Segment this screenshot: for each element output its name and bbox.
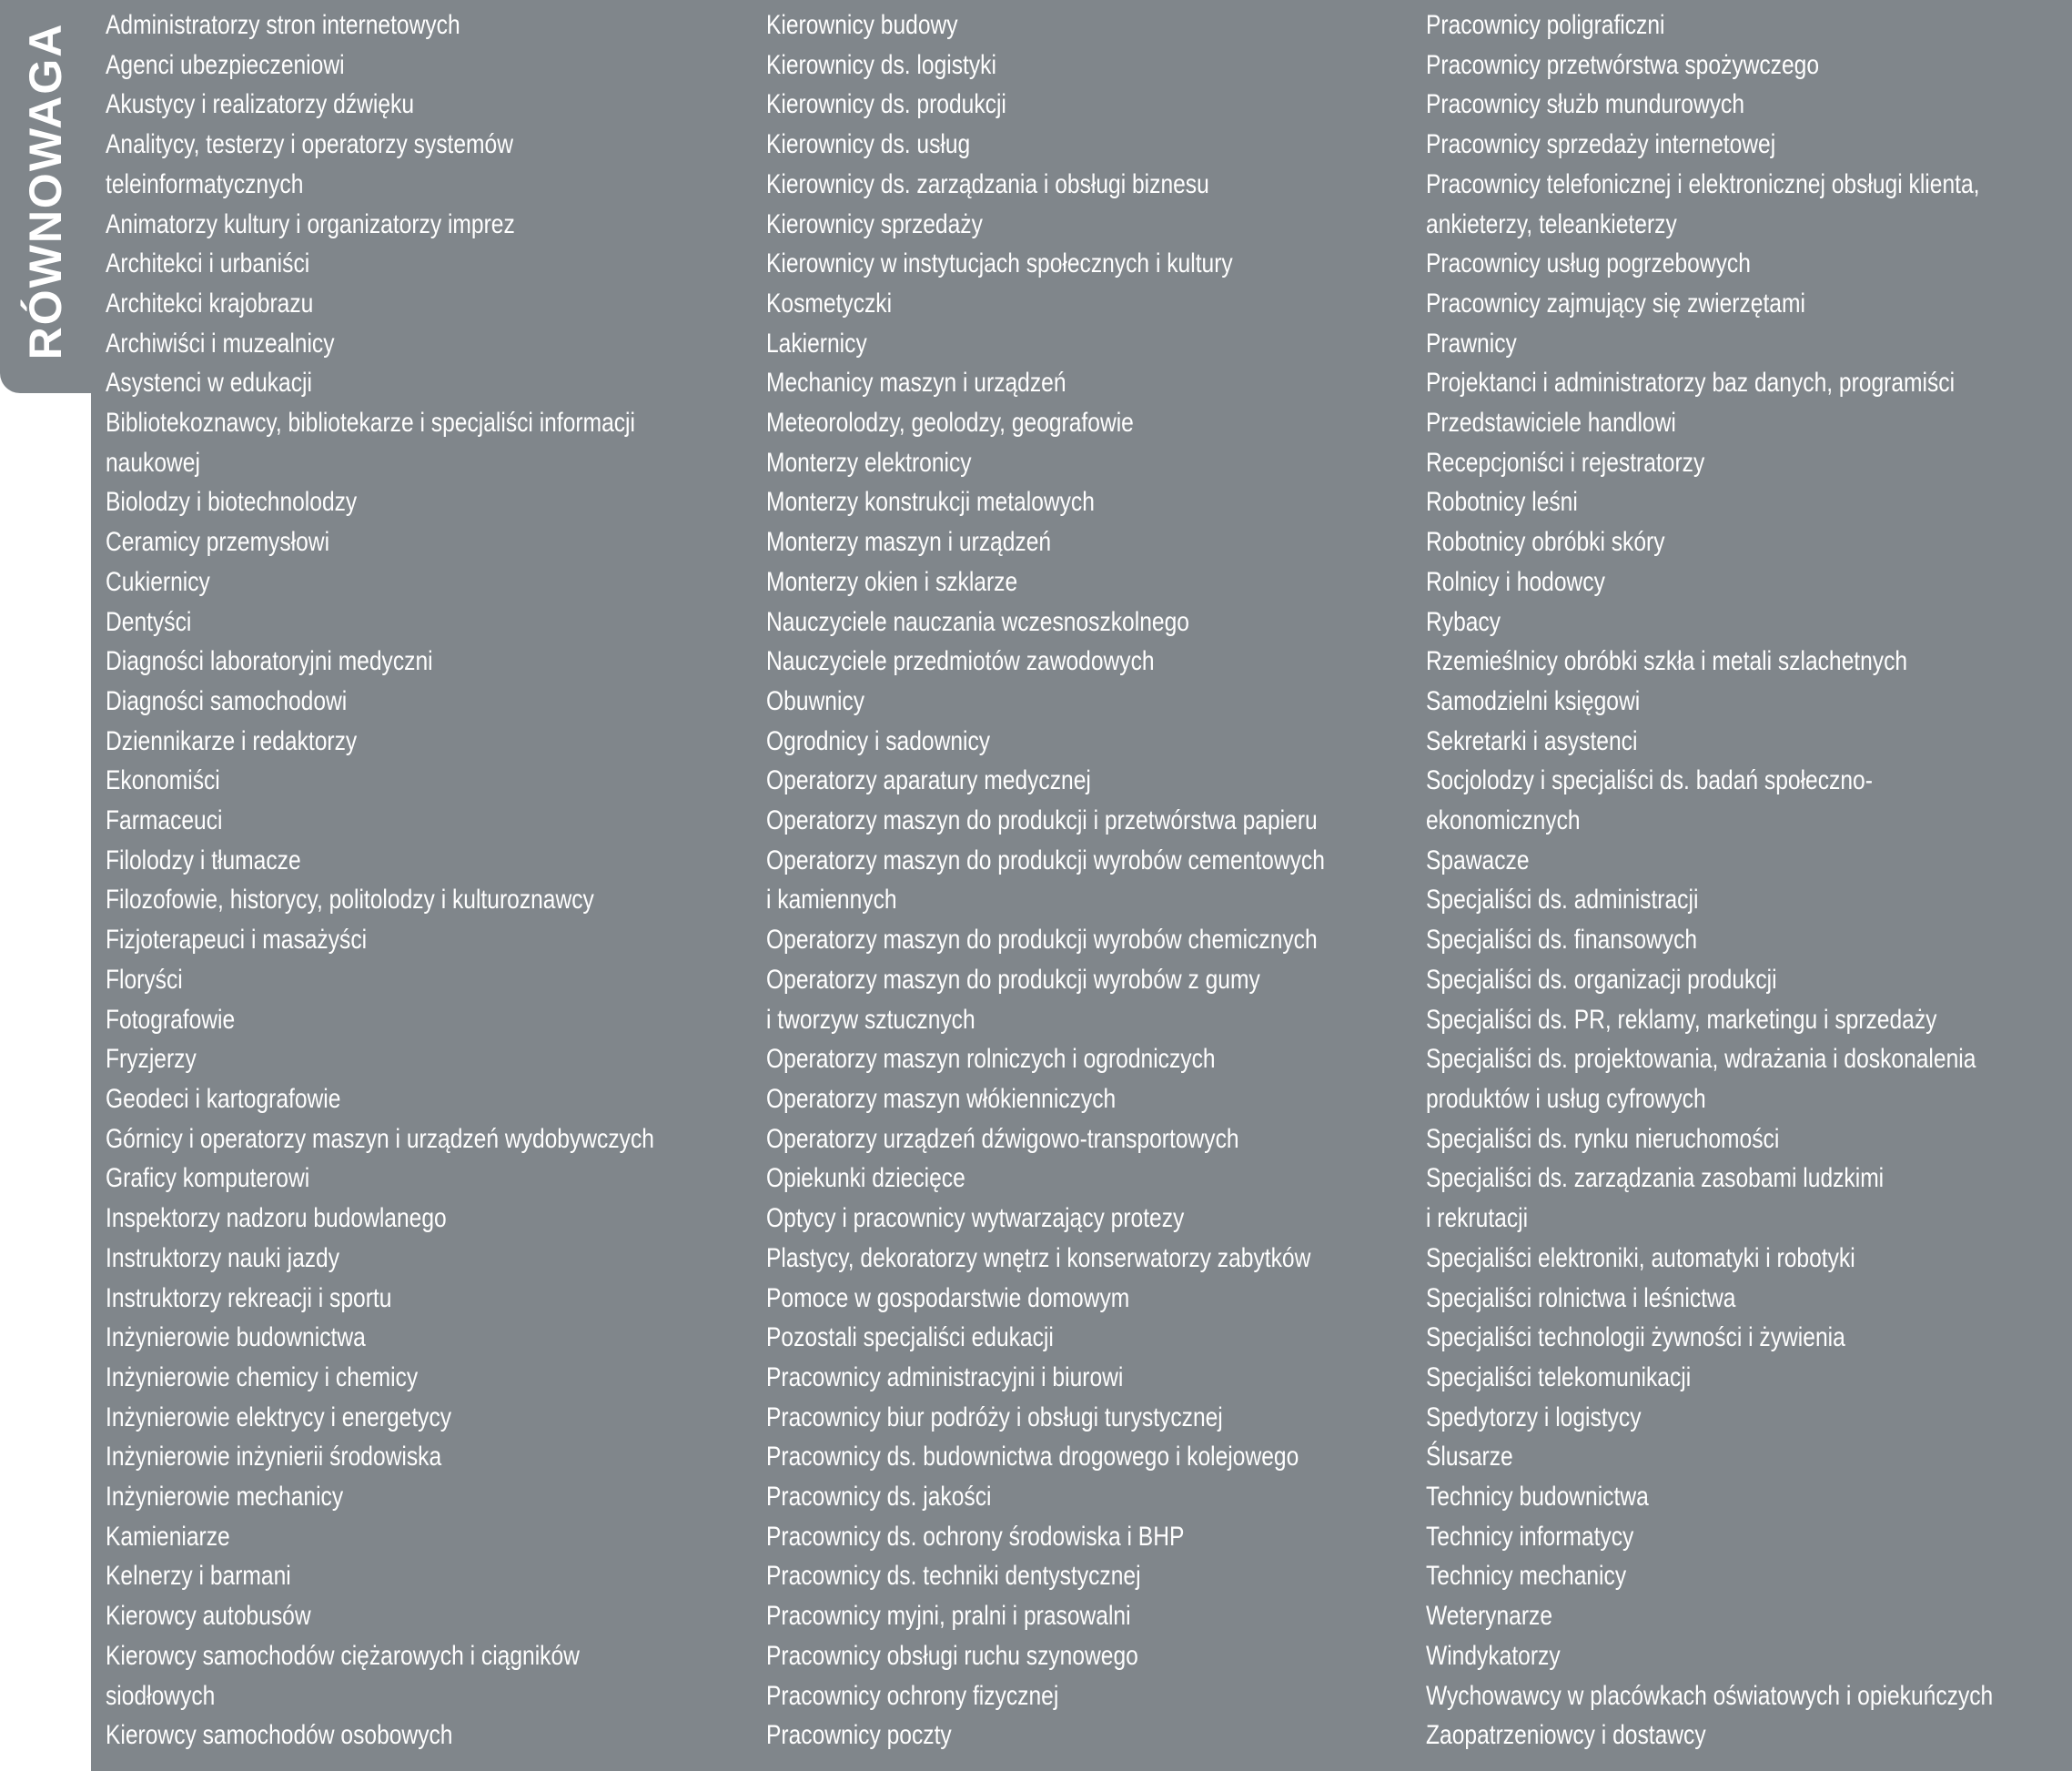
occupation-list-item: Kierownicy ds. logistyki: [766, 49, 996, 80]
occupation-list-item: Instruktorzy rekreacji i sportu: [106, 1282, 392, 1313]
occupation-list-item: Kierowcy autobusów: [106, 1601, 311, 1632]
occupation-list-item: Plastycy, dekoratorzy wnętrz i konserwatorzy zabytków: [766, 1242, 1311, 1273]
occupation-list-item: Operatorzy maszyn do produkcji wyrobów chemicznych: [766, 925, 1318, 956]
occupation-list-item: Technicy budownictwa: [1426, 1482, 1649, 1513]
occupation-list-item: Analitycy, testerzy i operatorzy systemów: [106, 129, 513, 160]
occupation-list-item: Pracownicy sprzedaży internetowej: [1426, 129, 1776, 160]
occupation-list-item: Kierowcy samochodów ciężarowych i ciągników: [106, 1640, 580, 1671]
occupation-list-item: Windykatorzy: [1426, 1640, 1561, 1671]
occupation-list-item: Kierownicy budowy: [766, 10, 958, 40]
occupation-list-item: Pracownicy obsługi ruchu szynowego: [766, 1640, 1138, 1671]
occupation-list-item: Kierownicy ds. usług: [766, 129, 971, 160]
occupation-list-item: Specjaliści ds. PR, reklamy, marketingu i sprzedaży: [1426, 1004, 1937, 1035]
occupation-list-item: Pracownicy ds. budownictwa drogowego i kolejowego: [766, 1442, 1299, 1472]
occupation-list-item: Robotnicy obróbki skóry: [1426, 527, 1665, 558]
occupation-list-item: Archiwiści i muzealnicy: [106, 328, 335, 359]
occupation-list-item: Specjaliści ds. organizacji produkcji: [1426, 964, 1777, 995]
occupation-list-item: Monterzy maszyn i urządzeń: [766, 527, 1052, 558]
occupation-list-item: Kamieniarze: [106, 1521, 230, 1552]
occupation-list-item: Biolodzy i biotechnolodzy: [106, 487, 358, 518]
occupation-list-item: Architekci i urbaniści: [106, 248, 310, 279]
occupation-list-item: Diagności samochodowi: [106, 685, 348, 716]
occupation-list-item: Ekonomiści: [106, 765, 220, 796]
occupation-list-item: Robotnicy leśni: [1426, 487, 1578, 518]
occupation-list-item: Animatorzy kultury i organizatorzy imprez: [106, 208, 515, 239]
occupation-list-item: Obuwnicy: [766, 685, 865, 716]
occupation-column-1: [106, 5, 654, 1756]
occupation-list-item: naukowej: [106, 447, 200, 478]
occupation-list-item: Rzemieślnicy obróbki szkła i metali szlachetnych: [1426, 646, 1908, 677]
occupation-list-item: Pracownicy ds. ochrony środowiska i BHP: [766, 1521, 1185, 1552]
occupation-list-item: Specjaliści technologii żywności i żywienia: [1426, 1322, 1845, 1353]
occupation-list-item: Pracownicy ochrony fizycznej: [766, 1680, 1059, 1711]
occupation-list-item: Dentyści: [106, 606, 192, 637]
occupation-list-item: Ogrodnicy i sadownicy: [766, 725, 991, 756]
occupation-list-item: Specjaliści ds. zarządzania zasobami ludzkimi: [1426, 1163, 1885, 1194]
occupation-list-item: Meteorolodzy, geolodzy, geografowie: [766, 408, 1134, 439]
occupation-list-item: Pracownicy ds. techniki dentystycznej: [766, 1561, 1141, 1592]
occupation-list-item: Pracownicy myjni, pralni i prasowalni: [766, 1601, 1131, 1632]
occupation-list-item: ankieterzy, teleankieterzy: [1426, 208, 1677, 239]
occupation-list-item: Wychowawcy w placówkach oświatowych i opiekuńczych: [1426, 1680, 1994, 1711]
section-label: RÓWNOWAGA: [20, 22, 71, 360]
occupation-list-item: Inżynierowie mechanicy: [106, 1482, 344, 1513]
occupation-list-item: Operatorzy maszyn włókienniczych: [766, 1083, 1117, 1114]
occupation-list-item: Cukiernicy: [106, 566, 210, 597]
occupation-list-item: Górnicy i operatorzy maszyn i urządzeń wydobywczych: [106, 1123, 654, 1154]
occupation-list-item: Optycy i pracownicy wytwarzający protezy: [766, 1203, 1185, 1234]
occupation-list-item: Kierownicy ds. zarządzania i obsługi biznesu: [766, 168, 1209, 199]
occupation-list-item: Rolnicy i hodowcy: [1426, 566, 1605, 597]
occupation-list-item: Specjaliści ds. projektowania, wdrażania i doskonalenia: [1426, 1044, 1976, 1075]
occupation-list-item: Monterzy konstrukcji metalowych: [766, 487, 1095, 518]
occupation-list-item: Floryści: [106, 964, 183, 995]
occupation-list-item: Fizjoterapeuci i masażyści: [106, 925, 368, 956]
occupation-list-item: Kosmetyczki: [766, 288, 893, 319]
occupation-list-item: Operatorzy aparatury medycznej: [766, 765, 1091, 796]
occupation-list-item: Technicy mechanicy: [1426, 1561, 1627, 1592]
occupation-list-item: Socjolodzy i specjaliści ds. badań społeczno-: [1426, 765, 1873, 796]
occupation-list-item: Operatorzy maszyn rolniczych i ogrodniczych: [766, 1044, 1216, 1075]
occupation-list-item: Akustycy i realizatorzy dźwięku: [106, 89, 415, 120]
occupation-list-item: Specjaliści ds. administracji: [1426, 885, 1699, 916]
occupation-list-item: Asystenci w edukacji: [106, 368, 312, 399]
occupation-list-item: Samodzielni księgowi: [1426, 685, 1641, 716]
occupation-list-item: Kelnerzy i barmani: [106, 1561, 291, 1592]
occupation-list-item: Kierownicy w instytucjach społecznych i kultury: [766, 248, 1233, 279]
occupation-list-item: Diagności laboratoryjni medyczni: [106, 646, 433, 677]
occupation-list-item: Kierowcy samochodów osobowych: [106, 1720, 453, 1751]
occupation-list-item: Sekretarki i asystenci: [1426, 725, 1638, 756]
occupation-list-item: Prawnicy: [1426, 328, 1517, 359]
occupation-list-item: Instruktorzy nauki jazdy: [106, 1242, 340, 1273]
occupation-list-item: Projektanci i administratorzy baz danych, programiści: [1426, 368, 1956, 399]
occupation-list-item: Spawacze: [1426, 845, 1530, 875]
occupation-list-item: Specjaliści rolnictwa i leśnictwa: [1426, 1282, 1736, 1313]
occupation-list-item: Spedytorzy i logistycy: [1426, 1402, 1642, 1432]
occupation-list-item: Inżynierowie budownictwa: [106, 1322, 366, 1353]
occupation-list-item: Ślusarze: [1426, 1442, 1513, 1472]
occupation-list-item: Inżynierowie elektrycy i energetycy: [106, 1402, 452, 1432]
occupation-list-item: Fryzjerzy: [106, 1044, 197, 1075]
occupation-list-item: i kamiennych: [766, 885, 897, 916]
occupation-list-item: Inżynierowie chemicy i chemicy: [106, 1361, 419, 1392]
occupation-list-item: Nauczyciele nauczania wczesnoszkolnego: [766, 606, 1189, 637]
occupation-list-item: Filolodzy i tłumacze: [106, 845, 301, 875]
occupation-list-item: produktów i usług cyfrowych: [1426, 1083, 1706, 1114]
occupation-list-item: Inspektorzy nadzoru budowlanego: [106, 1203, 447, 1234]
occupation-list-item: Monterzy elektronicy: [766, 447, 972, 478]
occupation-list-item: Pomoce w gospodarstwie domowym: [766, 1282, 1130, 1313]
occupation-list-item: Specjaliści elektroniki, automatyki i robotyki: [1426, 1242, 1855, 1273]
occupation-list-item: Opiekunki dziecięce: [766, 1163, 965, 1194]
occupation-list-item: Pracownicy przetwórstwa spożywczego: [1426, 49, 1820, 80]
occupation-list-item: Kierownicy ds. produkcji: [766, 89, 1006, 120]
occupation-list-item: Pracownicy usług pogrzebowych: [1426, 248, 1751, 279]
occupation-list-item: Operatorzy maszyn do produkcji i przetwórstwa papieru: [766, 805, 1318, 836]
occupation-list-item: Przedstawiciele handlowi: [1426, 408, 1676, 439]
occupation-list-item: Pracownicy administracyjni i biurowi: [766, 1361, 1124, 1392]
occupation-list-item: i rekrutacji: [1426, 1203, 1529, 1234]
occupation-list-item: Rybacy: [1426, 606, 1501, 637]
occupation-list-item: Administratorzy stron internetowych: [106, 10, 460, 40]
occupation-list-item: Operatorzy urządzeń dźwigowo-transportowych: [766, 1123, 1239, 1154]
occupation-list-item: Operatorzy maszyn do produkcji wyrobów z gumy: [766, 964, 1260, 995]
occupation-list-item: Pracownicy telefonicznej i elektronicznej obsługi klienta,: [1426, 168, 1980, 199]
occupation-column-2: [766, 5, 1325, 1756]
occupation-list-item: Pracownicy poczty: [766, 1720, 952, 1751]
occupation-list-item: Pracownicy zajmujący się zwierzętami: [1426, 288, 1805, 319]
occupation-list-item: Pracownicy służb mundurowych: [1426, 89, 1745, 120]
occupation-list-item: Architekci krajobrazu: [106, 288, 314, 319]
occupation-list-item: Weterynarze: [1426, 1601, 1553, 1632]
occupation-list-item: Operatorzy maszyn do produkcji wyrobów cementowych: [766, 845, 1325, 875]
occupation-column-3: [1426, 5, 1993, 1756]
occupation-list-item: Specjaliści ds. rynku nieruchomości: [1426, 1123, 1780, 1154]
occupation-list-item: Ceramicy przemysłowi: [106, 527, 330, 558]
occupation-list-item: Pracownicy poligraficzni: [1426, 10, 1665, 40]
occupation-list-item: Pracownicy ds. jakości: [766, 1482, 992, 1513]
occupation-list-item: Farmaceuci: [106, 805, 223, 836]
occupation-list-item: Specjaliści ds. finansowych: [1426, 925, 1698, 956]
occupation-list-item: Filozofowie, historycy, politolodzy i kulturoznawcy: [106, 885, 594, 916]
occupation-list-item: Graficy komputerowi: [106, 1163, 310, 1194]
occupation-list-item: siodłowych: [106, 1680, 216, 1711]
occupation-list-item: Bibliotekoznawcy, bibliotekarze i specjaliści informacji: [106, 408, 635, 439]
occupation-list-item: Nauczyciele przedmiotów zawodowych: [766, 646, 1155, 677]
occupation-list-item: ekonomicznych: [1426, 805, 1581, 836]
occupation-list-item: i tworzyw sztucznych: [766, 1004, 975, 1035]
occupation-list-item: Monterzy okien i szklarze: [766, 566, 1018, 597]
occupation-list-item: Geodeci i kartografowie: [106, 1083, 341, 1114]
occupation-list-item: Technicy informatycy: [1426, 1521, 1634, 1552]
occupation-list-item: Kierownicy sprzedaży: [766, 208, 983, 239]
occupation-list-item: Lakiernicy: [766, 328, 867, 359]
occupation-list-item: Recepcjoniści i rejestratorzy: [1426, 447, 1705, 478]
occupation-list-item: Mechanicy maszyn i urządzeń: [766, 368, 1066, 399]
occupation-list-item: Specjaliści telekomunikacji: [1426, 1361, 1692, 1392]
occupation-list-item: teleinformatycznych: [106, 168, 304, 199]
occupation-list-item: Inżynierowie inżynierii środowiska: [106, 1442, 442, 1472]
occupation-list-item: Pozostali specjaliści edukacji: [766, 1322, 1054, 1353]
occupation-list-item: Agenci ubezpieczeniowi: [106, 49, 345, 80]
occupation-list-item: Zaopatrzeniowcy i dostawcy: [1426, 1720, 1706, 1751]
occupation-list-item: Fotografowie: [106, 1004, 236, 1035]
occupation-list-item: Dziennikarze i redaktorzy: [106, 725, 358, 756]
section-tab: [0, 0, 91, 393]
occupation-list-item: Pracownicy biur podróży i obsługi turystycznej: [766, 1402, 1223, 1432]
